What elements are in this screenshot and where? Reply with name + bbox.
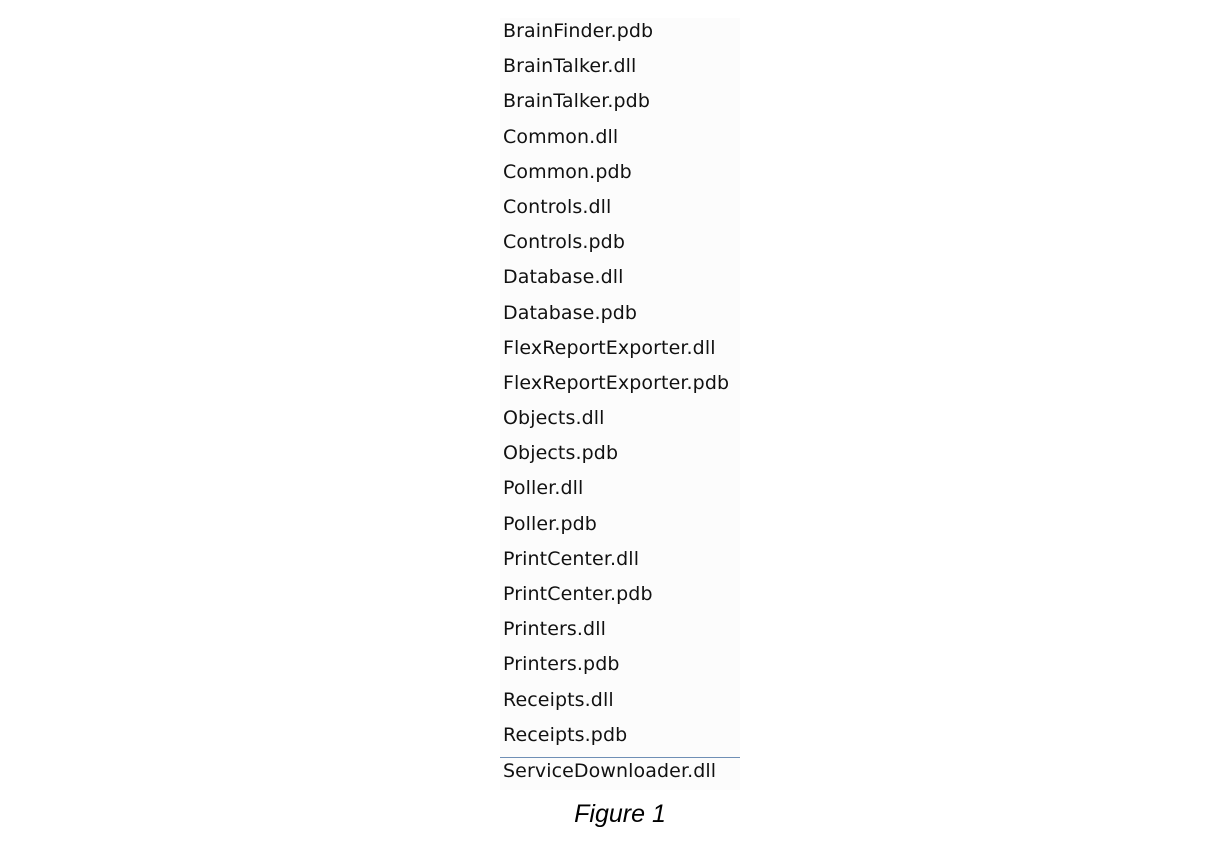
file-item[interactable]: Controls.dll <box>503 195 612 218</box>
file-item[interactable]: Common.pdb <box>503 160 632 183</box>
file-item[interactable]: PrintCenter.dll <box>503 547 640 570</box>
file-item[interactable]: BrainTalker.dll <box>503 55 637 78</box>
file-item[interactable]: Common.dll <box>503 125 619 148</box>
file-item[interactable]: BrainTalker.pdb <box>503 90 650 113</box>
file-item[interactable]: Receipts.dll <box>503 688 614 711</box>
file-item[interactable]: Poller.pdb <box>503 512 597 535</box>
file-item[interactable]: ServiceDownloader.dll <box>500 757 740 792</box>
file-item[interactable]: FlexReportExporter.pdb <box>503 371 730 394</box>
file-item[interactable]: Poller.dll <box>503 477 584 500</box>
file-item[interactable]: FlexReportExporter.dll <box>503 336 716 359</box>
file-item[interactable]: Controls.pdb <box>503 231 626 254</box>
file-item[interactable]: Database.dll <box>503 266 624 289</box>
file-item[interactable]: Objects.dll <box>503 407 605 430</box>
file-item[interactable]: Printers.pdb <box>503 653 620 676</box>
file-item[interactable]: Database.pdb <box>503 301 638 324</box>
file-list <box>500 18 740 790</box>
file-item[interactable]: Objects.pdb <box>503 442 619 465</box>
file-item[interactable]: BrainFinder.pdb <box>503 20 654 42</box>
file-item[interactable]: PrintCenter.pdb <box>503 583 653 605</box>
file-item[interactable]: Receipts.pdb <box>503 723 628 746</box>
figure-caption: Figure 1 <box>574 800 666 828</box>
file-item[interactable]: Printers.dll <box>503 618 606 641</box>
